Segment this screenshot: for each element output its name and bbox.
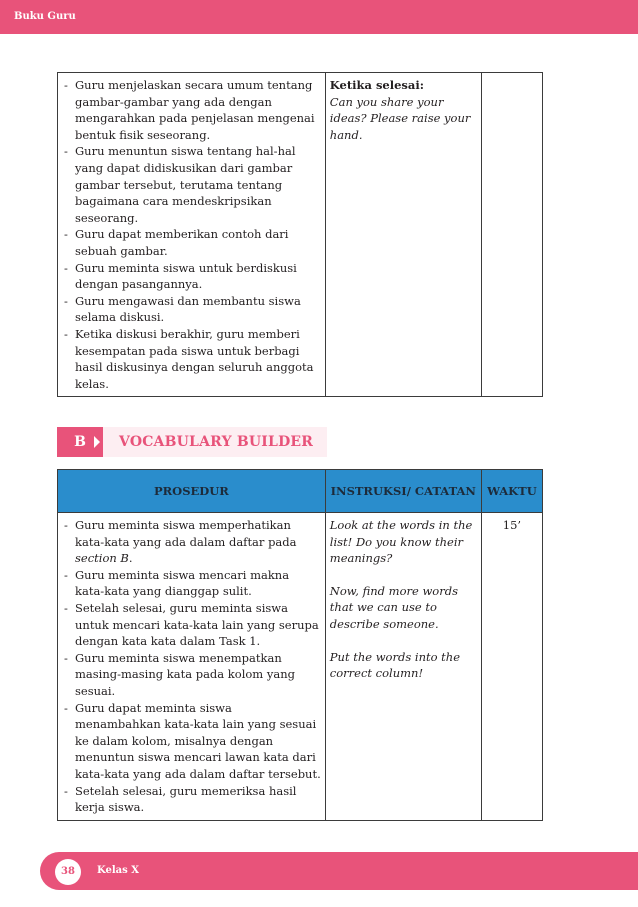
- procedure-cell: [58, 513, 326, 821]
- list-item-text-end: .: [128, 551, 133, 566]
- procedure-list: [62, 77, 321, 392]
- column-header-waktu: WAKTU: [481, 470, 542, 513]
- procedure-cell: [58, 73, 326, 397]
- instruction-text: Put the words into the correct column!: [329, 649, 461, 681]
- instruction-cell: [325, 73, 481, 397]
- list-item: - Guru meminta siswa menempatkan masing-masing kata pada kolom yang sesuai.: [62, 650, 321, 700]
- instruction-cell: [325, 513, 481, 821]
- list-item: - Guru dapat memberikan contoh dari sebuah gambar.: [62, 226, 321, 259]
- instruction-text: Now, find more words that we can use to describe someone.: [329, 583, 458, 631]
- list-item: - Setelah selesai, guru memeriksa hasil kerja siswa.: [62, 783, 321, 816]
- section-title: VOCABULARY BUILDER: [119, 434, 314, 450]
- list-item-emphasis: section B: [75, 551, 129, 566]
- top-header-bar: [0, 0, 638, 34]
- book-title: Buku Guru: [14, 11, 76, 22]
- page-number-badge: 38: [55, 859, 81, 885]
- table-row: [58, 513, 543, 821]
- list-item: - Ketika diskusi berakhir, guru memberi kesempatan pada siswa untuk berbagi hasil diskusinya dengan seluruh anggota kelas.: [62, 326, 321, 392]
- note-heading: Ketika selesai:: [329, 78, 424, 92]
- section-letter-badge: B: [57, 427, 103, 457]
- column-header-prosedur: PROSEDUR: [58, 470, 326, 513]
- note-text: Can you share your ideas? Please raise your hand.: [329, 94, 471, 142]
- time-cell: [481, 73, 542, 397]
- footer-label: Kelas X: [97, 865, 139, 876]
- table-row: [58, 73, 543, 397]
- procedure-table-continued: [57, 72, 543, 397]
- list-item: - Guru menjelaskan secara umum tentang gambar-gambar yang ada dengan mengarahkan pada penjelasan mengenai bentuk fisik seseorang.: [62, 77, 321, 143]
- list-item: - Guru meminta siswa untuk berdiskusi dengan pasangannya.: [62, 260, 321, 293]
- list-item: [62, 517, 321, 567]
- time-cell: 15’: [481, 513, 542, 821]
- column-header-instruksi: INSTRUKSI/ CATATAN: [325, 470, 481, 513]
- instruction-text: Look at the words in the list! Do you know their meanings?: [329, 518, 473, 566]
- list-item: - Setelah selesai, guru meminta siswa untuk mencari kata-kata lain yang serupa dengan kata kata dalam Task 1.: [62, 600, 321, 650]
- section-arrow-icon: [94, 436, 100, 448]
- list-item: - Guru mengawasi dan membantu siswa selama diskusi.: [62, 293, 321, 326]
- list-item-text: Guru meminta siswa memperhatikan kata-kata yang ada dalam daftar pada: [75, 518, 297, 549]
- list-item: - Guru menuntun siswa tentang hal-hal yang dapat didiskusikan dari gambar gambar tersebut, terutama tentang bagaimana cara mendeskripsikan seseorang.: [62, 143, 321, 226]
- list-item: - Guru meminta siswa mencari makna kata-kata yang dianggap sulit.: [62, 567, 321, 600]
- table-header-row: [58, 470, 543, 513]
- vocabulary-procedure-table: [57, 469, 543, 821]
- list-item: - Guru dapat meminta siswa menambahkan kata-kata lain yang sesuai ke dalam kolom, misalnya dengan menuntun siswa mencari lawan kata dari kata-kata yang ada dalam daftar tersebut.: [62, 700, 321, 783]
- procedure-list: [62, 517, 321, 816]
